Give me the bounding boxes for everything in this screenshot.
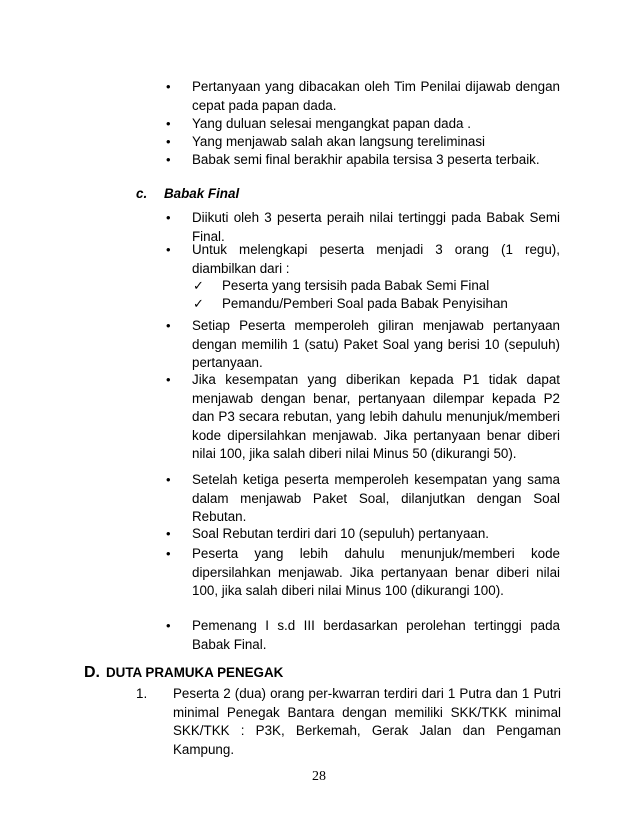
list-item: Peserta yang lebih dahulu menunjuk/memberi kode dipersilahkan menjawab. Jika pertanyaan benar diberi nilai 100, jika salah diberi nilai Minus 100 (dikurangi 100). <box>192 546 560 599</box>
bullet-marker: • <box>166 134 171 149</box>
check-item: Peserta yang tersisih pada Babak Semi Final <box>222 278 490 293</box>
section-c-heading <box>136 185 239 204</box>
list-item: Setiap Peserta memperoleh giliran menjawab pertanyaan dengan memilih 1 (satu) Paket Soal yang berisi 10 (sepuluh) pertanyaan. <box>192 318 560 371</box>
list-item: Diikuti oleh 3 peserta peraih nilai tertinggi pada Babak Semi Final. <box>192 210 560 244</box>
bullet-marker: • <box>166 242 171 257</box>
list-item: Setelah ketiga peserta memperoleh kesempatan yang sama dalam menjawab Paket Soal, dilanjutkan dengan Soal Rebutan. <box>192 472 560 525</box>
list-item: Babak semi final berakhir apabila tersisa 3 peserta terbaik. <box>192 152 540 167</box>
bullet-marker: • <box>166 372 171 387</box>
list-item: Pemenang I s.d III berdasarkan perolehan tertinggi pada Babak Final. <box>192 618 560 652</box>
list-item: Untuk melengkapi peserta menjadi 3 orang (1 regu), diambilkan dari : <box>192 242 560 276</box>
bullet-marker: • <box>166 116 171 131</box>
section-d-heading <box>84 663 283 683</box>
numbered-marker: 1. <box>136 686 148 701</box>
list-item: Yang duluan selesai mengangkat papan dada . <box>192 116 471 131</box>
check-item: Pemandu/Pemberi Soal pada Babak Penyisihan <box>222 296 508 311</box>
bullet-marker: • <box>166 618 171 633</box>
check-icon: ✓ <box>193 278 204 293</box>
section-d-title: DUTA PRAMUKA PENEGAK <box>106 665 284 680</box>
bullet-marker: • <box>166 79 171 94</box>
section-c-title: Babak Final <box>164 186 240 201</box>
bullet-marker: • <box>166 318 171 333</box>
bullet-marker: • <box>166 152 171 167</box>
section-d-letter: D. <box>84 664 100 681</box>
list-item: Jika kesempatan yang diberikan kepada P1 tidak dapat menjawab dengan benar, pertanyaan dilempar kepada P2 dan P3 secara rebutan, yang lebih dahulu menunjuk/memberi kode dipersilahkan menjawab. Jika pertanyaan benar diberi nilai 100, jika salah diberi nilai Minus 50 (dikurangi 50). <box>192 372 560 462</box>
section-c-marker: c. <box>136 186 148 201</box>
bullet-marker: • <box>166 526 171 541</box>
bullet-marker: • <box>166 210 171 225</box>
list-item: Soal Rebutan terdiri dari 10 (sepuluh) pertanyaan. <box>192 526 490 541</box>
numbered-item: Peserta 2 (dua) orang per-kwarran terdiri dari 1 Putra dan 1 Putri minimal Penegak Bantara dengan memiliki SKK/TKK minimal SKK/TKK : P3K, Berkemah, Gerak Jalan dan Pengaman Kampung. <box>173 686 561 757</box>
bullet-marker: • <box>166 546 171 561</box>
list-item: Pertanyaan yang dibacakan oleh Tim Penilai dijawab dengan cepat pada papan dada. <box>192 79 560 113</box>
bullet-marker: • <box>166 472 171 487</box>
check-icon: ✓ <box>193 296 204 311</box>
list-item: Yang menjawab salah akan langsung tereliminasi <box>192 134 486 149</box>
page-number: 28 <box>312 769 326 784</box>
